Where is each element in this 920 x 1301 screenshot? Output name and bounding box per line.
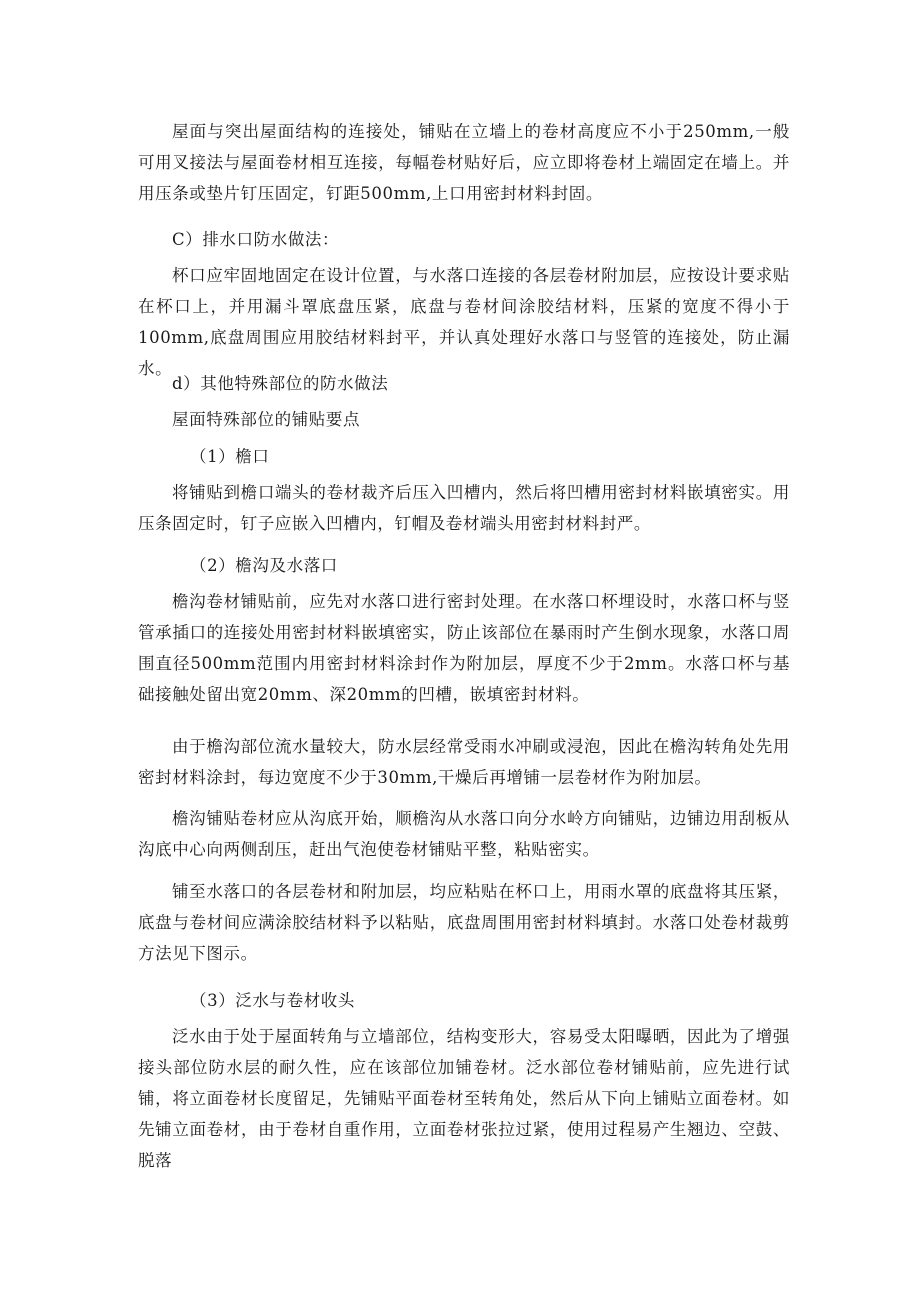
paragraph-gutter-laying: 檐沟铺贴卷材应从沟底开始，顺檐沟从水落口向分水岭方向铺贴，边铺边用刮板从沟底中心向两侧刮压，赶出气泡使卷材铺贴平整，粘贴密实。 bbox=[138, 809, 790, 859]
subheading-gutter-outlet: （2）檐沟及水落口 bbox=[190, 556, 338, 575]
paragraph-wall-joint: 屋面与突出屋面结构的连接处，铺贴在立墙上的卷材高度应不小于250mm,一般可用叉接法与屋面卷材相互连接，每幅卷材贴好后，应立即将卷材上端固定在墙上。并用压条或垫片钉压固定，钉距500mm,上口用密封材料封固。 bbox=[138, 122, 790, 203]
heading-special-parts: d）其他特殊部位的防水做法 bbox=[172, 374, 389, 393]
paragraph-outlet-layers: 铺至水落口的各层卷材和附加层，均应粘贴在杯口上，用雨水罩的底盘将其压紧，底盘与卷材间应满涂胶结材料予以粘贴，底盘周围用密封材料填封。水落口处卷材裁剪方法见下图示。 bbox=[138, 882, 790, 963]
paragraph-flashing: 泛水由于处于屋面转角与立墙部位，结构变形大，容易受太阳曝晒，因此为了增强接头部位防水层的耐久性，应在该部位加铺卷材。泛水部位卷材铺贴前，应先进行试铺，将立面卷材长度留足，先铺贴平面卷材至转角处，然后从下向上铺贴立面卷材。如先铺立面卷材，由于卷材自重作用，立面卷材张拉过紧，使用过程易产生翘边、空鼓、脱落 bbox=[138, 1027, 790, 1170]
paragraph-cup-mouth: 杯口应牢固地固定在设计位置，与水落口连接的各层卷材附加层，应按设计要求贴在杯口上，并用漏斗罩底盘压紧，底盘与卷材间涂胶结材料，压紧的宽度不得小于100mm,底盘周围应用胶结材料封平，并认真处理好水落口与竖管的连接处，防止漏水。 bbox=[138, 266, 790, 378]
heading-key-points: 屋面特殊部位的铺贴要点 bbox=[172, 410, 361, 429]
heading-drain-outlet: C）排水口防水做法： bbox=[172, 230, 340, 249]
paragraph-gutter-sealing: 檐沟卷材铺贴前，应先对水落口进行密封处理。在水落口杯埋设时，水落口杯与竖管承插口的连接处用密封材料嵌填密实，防止该部位在暴雨时产生倒水现象，水落口周围直径500mm范围内用密封材料涂封作为附加层，厚度不少于2mm。水落口杯与基础接触处留出宽20mm、深20mm的凹槽，嵌填密封材料。 bbox=[138, 592, 790, 704]
subheading-eaves: （1）檐口 bbox=[190, 447, 270, 466]
subheading-flashing: （3）泛水与卷材收头 bbox=[190, 991, 355, 1010]
paragraph-eaves: 将铺贴到檐口端头的卷材裁齐后压入凹槽内，然后将凹槽用密封材料嵌填密实。用压条固定时，钉子应嵌入凹槽内，钉帽及卷材端头用密封材料封严。 bbox=[138, 483, 790, 533]
paragraph-gutter-flow: 由于檐沟部位流水量较大，防水层经常受雨水冲刷或浸泡，因此在檐沟转角处先用密封材料涂封，每边宽度不少于30mm,干燥后再增铺一层卷材作为附加层。 bbox=[138, 737, 790, 787]
